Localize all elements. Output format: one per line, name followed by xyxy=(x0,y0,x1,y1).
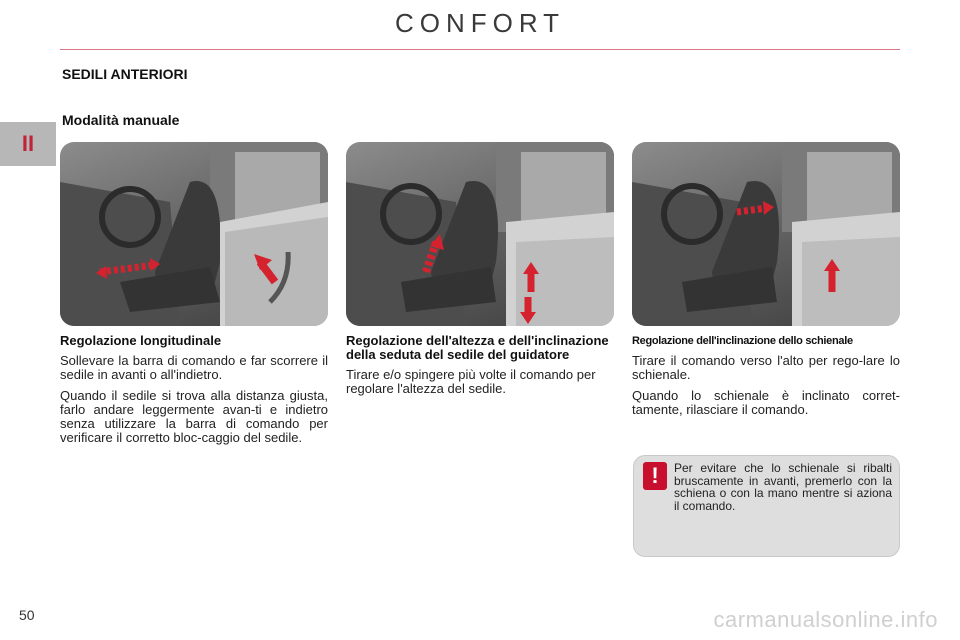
exclamation-icon: ! xyxy=(643,462,667,490)
section-heading: SEDILI ANTERIORI xyxy=(62,66,188,82)
page-number: 50 xyxy=(19,607,35,623)
chapter-tab: II xyxy=(0,122,56,166)
column-height xyxy=(346,334,614,403)
column-longitudinal xyxy=(60,334,328,452)
warning-text: Per evitare che lo schienale si ribalti bruscamente in avanti, premerlo con la schiena o con la mano mentre si aziona il comando. xyxy=(674,461,892,513)
column-backrest xyxy=(632,334,900,424)
column-paragraph: Quando lo schienale è inclinato corret-tamente, rilasciare il comando. xyxy=(632,388,900,417)
column-heading: Regolazione dell'inclinazione dello schienale xyxy=(632,335,853,347)
column-paragraph: Sollevare la barra di comando e far scorrere il sedile in avanti o all'indietro. xyxy=(60,353,328,382)
watermark: carmanualsonline.info xyxy=(713,607,938,632)
seat-backrest-photo xyxy=(632,142,900,326)
subsection-heading: Modalità manuale xyxy=(62,112,180,128)
title-divider xyxy=(60,49,900,50)
page-title: CONFORT xyxy=(394,8,566,38)
column-heading: Regolazione dell'altezza e dell'inclinazione della seduta del sedile del guidatore xyxy=(346,333,609,362)
column-paragraph: Tirare il comando verso l'alto per rego-lare lo schienale. xyxy=(632,353,900,382)
column-heading: Regolazione longitudinale xyxy=(60,333,222,348)
warning-box xyxy=(633,455,900,557)
column-paragraph: Quando il sedile si trova alla distanza giusta, farlo andare leggermente avan-ti e indietro senza utilizzare la barra di comando per verificare il corretto bloc-caggio del sedile. xyxy=(60,388,328,445)
seat-longitudinal-photo xyxy=(60,142,328,326)
seat-height-photo xyxy=(346,142,614,326)
column-paragraph: Tirare e/o spingere più volte il comando per regolare l'altezza del sedile. xyxy=(346,367,596,396)
